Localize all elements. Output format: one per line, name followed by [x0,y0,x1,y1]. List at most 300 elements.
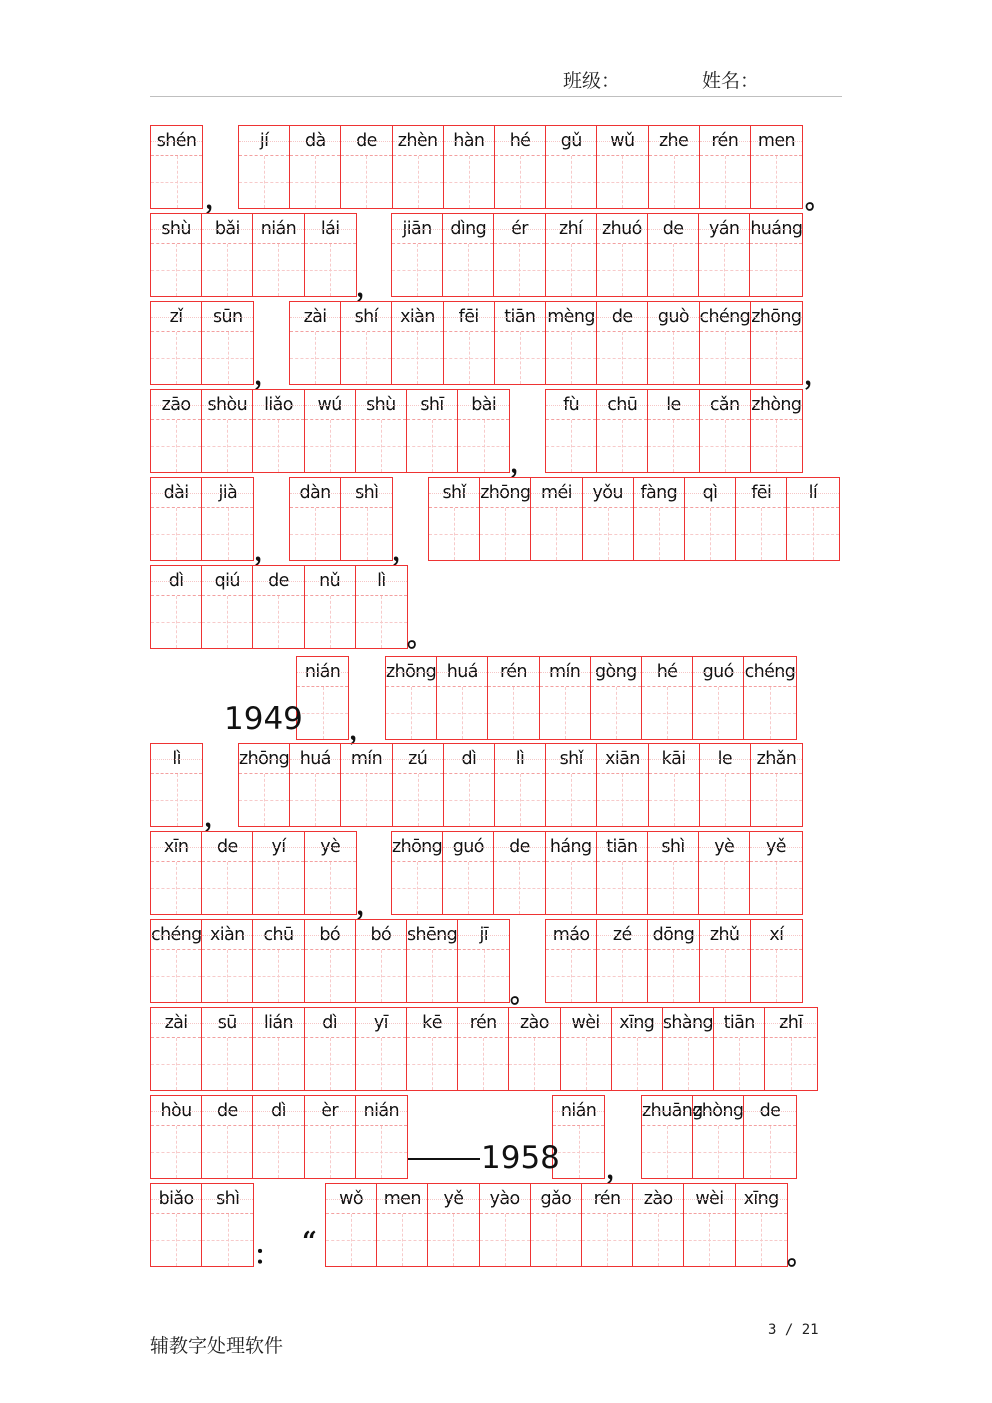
writing-box[interactable] [202,508,253,560]
writing-box[interactable] [736,508,786,560]
tianzige-cell[interactable] [714,1008,765,1090]
tianzige-cell[interactable] [750,832,801,914]
tianzige-cell[interactable] [253,566,304,648]
tianzige-cell[interactable] [253,1008,304,1090]
tianzige-cell[interactable] [546,744,597,826]
tianzige-cell[interactable] [253,214,304,296]
tianzige-cell[interactable] [305,832,356,914]
writing-box[interactable] [642,1126,692,1178]
writing-box[interactable] [341,774,391,826]
tianzige-cell[interactable] [326,1184,377,1266]
pinyin-syllable: wǒ [326,1184,376,1214]
tianzige-cell[interactable] [685,478,736,560]
tianzige-cell[interactable] [202,302,253,384]
tianzige-cell[interactable] [649,126,700,208]
tianzige-cell[interactable] [202,390,253,472]
writing-box[interactable] [393,774,443,826]
writing-box[interactable] [648,420,698,472]
tianzige-cell[interactable] [693,657,744,739]
writing-box[interactable] [546,332,596,384]
tianzige-cell[interactable] [341,302,392,384]
tianzige-cell[interactable] [290,302,341,384]
writing-box[interactable] [495,774,545,826]
tianzige-cell[interactable] [649,744,700,826]
tianzige-cell[interactable] [202,832,253,914]
writing-box[interactable] [736,1214,787,1266]
writing-box[interactable] [202,596,252,648]
writing-box[interactable] [151,1214,201,1266]
tianzige-cell[interactable] [386,657,437,739]
tianzige-cell[interactable] [700,390,751,472]
tianzige-cell[interactable] [356,920,407,1002]
tianzige-cell[interactable] [597,744,648,826]
tianzige-cell[interactable] [239,126,290,208]
writing-box[interactable] [531,1214,581,1266]
tianzige-cell[interactable] [700,920,751,1002]
pinyin-syllable: yè [699,832,749,862]
tianzige-cell[interactable] [546,126,597,208]
writing-box[interactable] [583,508,633,560]
tianzige-cell[interactable] [648,214,699,296]
writing-box[interactable] [744,1126,795,1178]
tianzige-cell[interactable] [751,390,802,472]
writing-box[interactable] [699,244,749,296]
writing-box[interactable] [305,1038,355,1090]
tianzige-cell[interactable] [429,478,480,560]
tianzige-cell[interactable] [494,214,545,296]
writing-box[interactable] [202,244,252,296]
writing-box[interactable] [612,1038,662,1090]
writing-box[interactable] [305,596,355,648]
pinyin-syllable: wèi [561,1008,611,1038]
writing-box[interactable] [341,508,392,560]
tianzige-cell[interactable] [305,390,356,472]
tianzige-cell[interactable] [787,478,838,560]
writing-box[interactable] [700,420,750,472]
writing-box[interactable] [546,774,596,826]
tianzige-cell[interactable] [597,390,648,472]
writing-box[interactable] [392,244,442,296]
tianzige-cell[interactable] [377,1184,428,1266]
writing-box[interactable] [239,774,289,826]
writing-box[interactable] [151,862,201,914]
pinyin-syllable: men [377,1184,427,1214]
writing-box[interactable] [648,244,698,296]
tianzige-cell[interactable] [744,1096,795,1178]
writing-box[interactable] [649,774,699,826]
tianzige-cell[interactable] [290,478,341,560]
character-box-group [150,831,357,915]
writing-box[interactable] [699,862,749,914]
writing-box[interactable] [700,156,750,208]
tianzige-cell[interactable] [151,478,202,560]
pinyin-syllable: de [202,1096,252,1126]
writing-box[interactable] [202,950,252,1002]
tianzige-cell[interactable] [663,1008,714,1090]
writing-box[interactable] [458,420,509,472]
tianzige-cell[interactable] [341,126,392,208]
tianzige-cell[interactable] [444,744,495,826]
tianzige-cell[interactable] [693,1096,744,1178]
writing-box[interactable] [700,950,750,1002]
tianzige-cell[interactable] [736,1184,787,1266]
writing-box[interactable] [648,862,698,914]
tianzige-cell[interactable] [494,832,545,914]
writing-box[interactable] [750,862,801,914]
writing-box[interactable] [597,862,647,914]
tianzige-cell[interactable] [540,657,591,739]
tianzige-cell[interactable] [582,1184,633,1266]
tianzige-cell[interactable] [597,214,648,296]
writing-box[interactable] [290,508,340,560]
tianzige-cell[interactable] [151,566,202,648]
tianzige-cell[interactable] [553,1096,604,1178]
tianzige-cell[interactable] [407,1008,458,1090]
writing-box[interactable] [597,332,647,384]
writing-box[interactable] [494,862,544,914]
writing-box[interactable] [253,862,303,914]
writing-box[interactable] [253,244,303,296]
writing-box[interactable] [151,596,201,648]
tianzige-cell[interactable] [151,1096,202,1178]
tianzige-cell[interactable] [202,920,253,1002]
writing-box[interactable] [202,420,252,472]
writing-box[interactable] [151,774,202,826]
writing-box[interactable] [356,420,406,472]
writing-box[interactable] [751,332,802,384]
writing-box[interactable] [685,508,735,560]
writing-box[interactable] [693,1126,743,1178]
writing-box[interactable] [633,1214,683,1266]
tianzige-cell[interactable] [393,126,444,208]
writing-box[interactable] [458,950,509,1002]
tianzige-cell[interactable] [699,214,750,296]
tianzige-cell[interactable] [341,478,392,560]
tianzige-cell[interactable] [531,478,582,560]
writing-box[interactable] [392,862,442,914]
tianzige-cell[interactable] [202,478,253,560]
writing-box[interactable] [151,156,202,208]
writing-box[interactable] [750,244,801,296]
writing-box[interactable] [714,1038,764,1090]
writing-box[interactable] [546,950,596,1002]
tianzige-cell[interactable] [305,1008,356,1090]
writing-box[interactable] [253,950,303,1002]
writing-box[interactable] [531,508,581,560]
tianzige-cell[interactable] [736,478,787,560]
tianzige-cell[interactable] [356,1008,407,1090]
tianzige-cell[interactable] [597,920,648,1002]
tianzige-cell[interactable] [202,1008,253,1090]
tianzige-cell[interactable] [341,744,392,826]
writing-box[interactable] [356,596,407,648]
writing-box[interactable] [429,508,479,560]
writing-box[interactable] [444,332,494,384]
tianzige-cell[interactable] [297,657,348,739]
writing-box[interactable] [494,244,544,296]
writing-box[interactable] [591,687,641,739]
writing-box[interactable] [151,244,201,296]
tianzige-cell[interactable] [458,1008,509,1090]
tianzige-cell[interactable] [202,566,253,648]
tianzige-cell[interactable] [151,1184,202,1266]
writing-box[interactable] [202,1038,252,1090]
writing-box[interactable] [744,687,795,739]
writing-box[interactable] [509,1038,559,1090]
character-box-group [150,389,510,473]
tianzige-cell[interactable] [561,1008,612,1090]
tianzige-cell[interactable] [612,1008,663,1090]
tianzige-cell[interactable] [443,832,494,914]
tianzige-cell[interactable] [151,302,202,384]
tianzige-cell[interactable] [546,920,597,1002]
tianzige-cell[interactable] [151,744,202,826]
tianzige-cell[interactable] [151,214,202,296]
tianzige-cell[interactable] [583,478,634,560]
writing-box[interactable] [392,332,442,384]
writing-box[interactable] [684,1214,734,1266]
writing-box[interactable] [151,420,201,472]
tianzige-cell[interactable] [356,390,407,472]
writing-box[interactable] [751,156,802,208]
tianzige-cell[interactable] [253,1096,304,1178]
tianzige-cell[interactable] [253,390,304,472]
writing-box[interactable] [356,950,406,1002]
writing-box[interactable] [443,244,493,296]
writing-box[interactable] [648,332,698,384]
tianzige-cell[interactable] [634,478,685,560]
tianzige-cell[interactable] [648,832,699,914]
writing-box[interactable] [202,332,253,384]
writing-box[interactable] [377,1214,427,1266]
writing-box[interactable] [239,156,289,208]
writing-box[interactable] [495,156,545,208]
pinyin-syllable: zhōng [386,657,436,687]
tianzige-cell[interactable] [495,302,546,384]
writing-box[interactable] [765,1038,816,1090]
tianzige-cell[interactable] [642,1096,703,1178]
writing-box[interactable] [648,950,698,1002]
tianzige-cell[interactable] [480,1184,531,1266]
writing-box[interactable] [495,332,545,384]
tianzige-cell[interactable] [751,744,802,826]
tianzige-cell[interactable] [699,832,750,914]
writing-box[interactable] [253,1126,303,1178]
tianzige-cell[interactable] [750,214,801,296]
tianzige-cell[interactable] [480,478,531,560]
writing-box[interactable] [428,1214,478,1266]
writing-box[interactable] [546,862,596,914]
tianzige-cell[interactable] [392,214,443,296]
tianzige-cell[interactable] [151,832,202,914]
tianzige-cell[interactable] [202,214,253,296]
character-box-group [150,213,357,297]
writing-box[interactable] [253,420,303,472]
writing-box[interactable] [649,156,699,208]
tianzige-cell[interactable] [648,390,699,472]
tianzige-cell[interactable] [546,214,597,296]
writing-box[interactable] [202,1126,252,1178]
writing-box[interactable] [751,420,802,472]
tianzige-cell[interactable] [546,390,597,472]
writing-box[interactable] [597,156,647,208]
tianzige-cell[interactable] [407,920,458,1002]
writing-box[interactable] [151,950,201,1002]
tianzige-cell[interactable] [444,126,495,208]
writing-box[interactable] [297,687,348,739]
tianzige-cell[interactable] [700,302,751,384]
tianzige-cell[interactable] [751,302,802,384]
writing-box[interactable] [253,1038,303,1090]
writing-box[interactable] [458,1038,508,1090]
tianzige-cell[interactable] [597,832,648,914]
writing-box[interactable] [443,862,493,914]
writing-box[interactable] [546,244,596,296]
writing-box[interactable] [634,508,684,560]
writing-box[interactable] [700,332,750,384]
tianzige-cell[interactable] [305,214,356,296]
writing-box[interactable] [407,1038,457,1090]
writing-box[interactable] [488,687,538,739]
tianzige-cell[interactable] [202,1184,253,1266]
writing-box[interactable] [444,156,494,208]
writing-box[interactable] [480,508,530,560]
tianzige-cell[interactable] [509,1008,560,1090]
tianzige-cell[interactable] [591,657,642,739]
tianzige-cell[interactable] [744,657,795,739]
writing-box[interactable] [553,1126,604,1178]
tianzige-cell[interactable] [765,1008,816,1090]
tianzige-cell[interactable] [488,657,539,739]
writing-box[interactable] [151,1126,201,1178]
tianzige-cell[interactable] [253,920,304,1002]
tianzige-cell[interactable] [356,566,407,648]
writing-box[interactable] [751,774,802,826]
pinyin-syllable: yǒu [583,478,633,508]
tianzige-cell[interactable] [392,302,443,384]
writing-box[interactable] [444,774,494,826]
tianzige-cell[interactable] [437,657,488,739]
writing-box[interactable] [597,244,647,296]
tianzige-cell[interactable] [642,657,693,739]
writing-box[interactable] [751,950,802,1002]
writing-box[interactable] [407,420,457,472]
writing-box[interactable] [305,1126,355,1178]
writing-box[interactable] [290,156,340,208]
tianzige-cell[interactable] [290,126,341,208]
writing-box[interactable] [597,774,647,826]
pinyin-syllable: nián [356,1096,407,1126]
writing-box[interactable] [582,1214,632,1266]
writing-box[interactable] [326,1214,376,1266]
tianzige-cell[interactable] [392,832,443,914]
writing-box[interactable] [597,950,647,1002]
writing-box[interactable] [386,687,436,739]
tianzige-cell[interactable] [700,744,751,826]
writing-box[interactable] [546,156,596,208]
tianzige-cell[interactable] [684,1184,735,1266]
tianzige-cell[interactable] [356,1096,407,1178]
writing-box[interactable] [597,420,647,472]
tianzige-cell[interactable] [495,744,546,826]
tianzige-cell[interactable] [751,126,802,208]
writing-box[interactable] [151,1038,201,1090]
tianzige-cell[interactable] [305,920,356,1002]
tianzige-cell[interactable] [290,744,341,826]
writing-box[interactable] [693,687,743,739]
writing-box[interactable] [356,1126,407,1178]
tianzige-cell[interactable] [407,390,458,472]
writing-box[interactable] [700,774,750,826]
writing-box[interactable] [356,1038,406,1090]
tianzige-cell[interactable] [444,302,495,384]
writing-box[interactable] [253,596,303,648]
writing-box[interactable] [480,1214,530,1266]
tianzige-cell[interactable] [458,390,509,472]
writing-box[interactable] [202,1214,253,1266]
tianzige-cell[interactable] [546,832,597,914]
character-box-group [545,389,803,473]
writing-box[interactable] [290,774,340,826]
tianzige-cell[interactable] [305,566,356,648]
writing-box[interactable] [290,332,340,384]
tianzige-cell[interactable] [443,214,494,296]
writing-box[interactable] [546,420,596,472]
tianzige-cell[interactable] [151,1008,202,1090]
tianzige-cell[interactable] [458,920,509,1002]
tianzige-cell[interactable] [597,302,648,384]
tianzige-cell[interactable] [546,302,597,384]
writing-box[interactable] [341,332,391,384]
tianzige-cell[interactable] [648,920,699,1002]
writing-box[interactable] [305,950,355,1002]
writing-box[interactable] [561,1038,611,1090]
writing-box[interactable] [642,687,692,739]
tianzige-cell[interactable] [428,1184,479,1266]
character-box-group [391,213,803,297]
writing-box[interactable] [787,508,838,560]
tianzige-cell[interactable] [239,744,290,826]
tianzige-cell[interactable] [597,126,648,208]
writing-box[interactable] [151,508,201,560]
pinyin-syllable: xiàn [202,920,252,950]
tianzige-cell[interactable] [648,302,699,384]
tianzige-cell[interactable] [531,1184,582,1266]
writing-box[interactable] [202,862,252,914]
writing-box[interactable] [305,862,356,914]
tianzige-cell[interactable] [151,920,202,1002]
tianzige-cell[interactable] [633,1184,684,1266]
tianzige-cell[interactable] [202,1096,253,1178]
writing-box[interactable] [393,156,443,208]
tianzige-cell[interactable] [700,126,751,208]
writing-box[interactable] [540,687,590,739]
tianzige-cell[interactable] [253,832,304,914]
tianzige-cell[interactable] [151,126,202,208]
writing-box[interactable] [151,332,201,384]
writing-box[interactable] [341,156,391,208]
tianzige-cell[interactable] [751,920,802,1002]
tianzige-cell[interactable] [151,390,202,472]
writing-box[interactable] [305,244,356,296]
tianzige-cell[interactable] [393,744,444,826]
writing-box[interactable] [407,950,457,1002]
writing-box[interactable] [437,687,487,739]
tianzige-cell[interactable] [305,1096,356,1178]
writing-box[interactable] [663,1038,713,1090]
writing-box[interactable] [305,420,355,472]
tianzige-cell[interactable] [495,126,546,208]
